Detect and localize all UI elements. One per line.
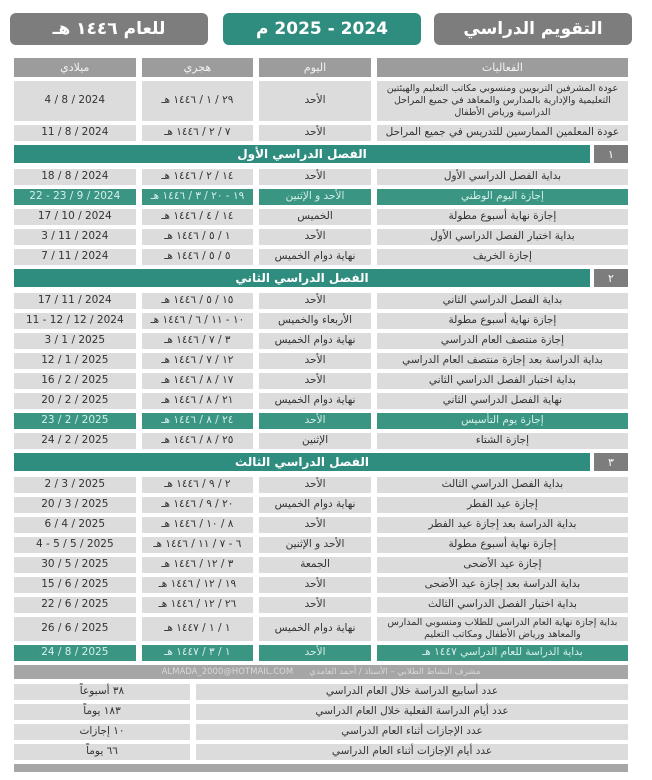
hijri-date-cell: ٢٠ / ٩ / ١٤٤٦ هـ: [142, 497, 254, 513]
holiday-row: [14, 413, 628, 429]
event-cell: إجازة نهاية أسبوع مطولة: [377, 537, 628, 553]
gregorian-date-cell: 15 / 6 / 2025: [14, 577, 136, 593]
day-cell: الأحد: [259, 125, 371, 141]
gregorian-date-cell: 6 / 4 / 2025: [14, 517, 136, 533]
table-header: [14, 58, 628, 77]
gregorian-date-cell: 17 / 10 / 2024: [14, 209, 136, 225]
gregorian-date-cell: 23 / 2 / 2025: [14, 413, 136, 429]
calendar-table: [14, 58, 628, 772]
event-cell: بداية إجازة نهاية العام الدراسي للطلاب ومنسوبي المدارس والمعاهد ورياض الأطفال ومكاتب التعليم: [377, 617, 628, 641]
day-cell: الأحد: [259, 597, 371, 613]
gregorian-date-cell: 22 - 23 / 9 / 2024: [14, 189, 136, 205]
hijri-date-cell: ٢٩ / ١ / ١٤٤٦ هـ: [142, 81, 254, 121]
gregorian-date-cell: 22 / 6 / 2025: [14, 597, 136, 613]
table-row: [14, 577, 628, 593]
hijri-date-cell: ٨ / ١٠ / ١٤٤٦ هـ: [142, 517, 254, 533]
day-cell: الإثنين: [259, 433, 371, 449]
table-row: [14, 497, 628, 513]
event-cell: إجازة عيد الفطر: [377, 497, 628, 513]
day-cell: الأحد: [259, 229, 371, 245]
holiday-row: [14, 645, 628, 661]
stat-label: عدد أيام الدراسة الفعلية خلال العام الدراسي: [196, 704, 628, 720]
day-cell: الأحد: [259, 81, 371, 121]
stat-row: [14, 724, 628, 740]
gregorian-date-cell: 20 / 3 / 2025: [14, 497, 136, 513]
day-cell: نهاية دوام الخميس: [259, 497, 371, 513]
stat-value: ٦٦ يوماً: [14, 744, 190, 760]
hijri-date-cell: ٢١ / ٨ / ١٤٤٦ هـ: [142, 393, 254, 409]
table-row: [14, 373, 628, 389]
hijri-date-cell: ١ / ٣ / ١٤٤٧ هـ: [142, 645, 254, 661]
hijri-date-cell: ١ / ٥ / ١٤٤٦ هـ: [142, 229, 254, 245]
gregorian-date-cell: 17 / 11 / 2024: [14, 293, 136, 309]
hijri-date-cell: ٦ - ٧ / ١١ / ١٤٤٦ هـ: [142, 537, 254, 553]
gregorian-date-cell: 3 / 1 / 2025: [14, 333, 136, 349]
day-cell: الأحد: [259, 477, 371, 493]
gregorian-date-cell: 16 / 2 / 2025: [14, 373, 136, 389]
hijri-date-cell: ٣ / ١٢ / ١٤٤٦ هـ: [142, 557, 254, 573]
table-row: [14, 249, 628, 265]
event-cell: بداية اختبار الفصل الدراسي الثاني: [377, 373, 628, 389]
hijri-date-cell: ١٥ / ٥ / ١٤٤٦ هـ: [142, 293, 254, 309]
day-cell: الأحد و الإثنين: [259, 537, 371, 553]
day-cell: نهاية دوام الخميس: [259, 617, 371, 641]
hijri-date-cell: ١٤ / ٤ / ١٤٤٦ هـ: [142, 209, 254, 225]
day-cell: الأحد: [259, 413, 371, 429]
event-cell: إجازة الخريف: [377, 249, 628, 265]
day-cell: الجمعة: [259, 557, 371, 573]
table-row: [14, 209, 628, 225]
table-row: [14, 229, 628, 245]
day-cell: الأحد: [259, 353, 371, 369]
table-row: [14, 393, 628, 409]
gregorian-date-cell: 26 / 6 / 2025: [14, 617, 136, 641]
section-number: ٢: [594, 269, 628, 287]
gregorian-date-cell: 24 / 8 / 2025: [14, 645, 136, 661]
hijri-date-cell: ١٤ / ٢ / ١٤٤٦ هـ: [142, 169, 254, 185]
event-cell: بداية الفصل الدراسي الثاني: [377, 293, 628, 309]
credit-footer: [14, 665, 628, 679]
column-header-day: اليوم: [259, 58, 371, 77]
day-cell: الأحد: [259, 169, 371, 185]
hijri-date-cell: ٢٦ / ١٢ / ١٤٤٦ هـ: [142, 597, 254, 613]
gregorian-date-cell: 3 / 11 / 2024: [14, 229, 136, 245]
hijri-date-cell: ١ / ١ / ١٤٤٧ هـ: [142, 617, 254, 641]
table-row: [14, 597, 628, 613]
day-cell: الأحد: [259, 373, 371, 389]
section-title: الفصل الدراسي الأول: [14, 145, 590, 163]
hijri-date-cell: ٢٥ / ٨ / ١٤٤٦ هـ: [142, 433, 254, 449]
hijri-date-cell: ٥ / ٥ / ١٤٤٦ هـ: [142, 249, 254, 265]
event-cell: بداية الدراسة بعد إجازة منتصف العام الدراسي: [377, 353, 628, 369]
day-cell: نهاية دوام الخميس: [259, 333, 371, 349]
day-cell: الأحد: [259, 293, 371, 309]
event-cell: إجازة الشتاء: [377, 433, 628, 449]
hijri-date-cell: ١٢ / ٧ / ١٤٤٦ هـ: [142, 353, 254, 369]
event-cell: بداية الفصل الدراسي الثالث: [377, 477, 628, 493]
section-number: ١: [594, 145, 628, 163]
event-cell: إجازة نهاية أسبوع مطولة: [377, 313, 628, 329]
column-header-gregorian: ميلادي: [14, 58, 136, 77]
event-cell: بداية الدراسة بعد إجازة عيد الأضحى: [377, 577, 628, 593]
day-cell: الأحد: [259, 577, 371, 593]
gregorian-date-cell: 7 / 11 / 2024: [14, 249, 136, 265]
stat-value: ١٨٣ يوماً: [14, 704, 190, 720]
hijri-date-cell: ١٩ / ١٢ / ١٤٤٦ هـ: [142, 577, 254, 593]
table-row: [14, 557, 628, 573]
stat-label: عدد الإجازات أثناء العام الدراسي: [196, 724, 628, 740]
gregorian-date-cell: 11 - 12 / 12 / 2024: [14, 313, 136, 329]
section-header: [14, 453, 628, 471]
table-row: [14, 477, 628, 493]
day-cell: الأحد: [259, 645, 371, 661]
stat-value: ٣٨ أسبوعاً: [14, 684, 190, 700]
stat-value: ١٠ إجازات: [14, 724, 190, 740]
event-cell: بداية اختبار الفصل الدراسي الثالث: [377, 597, 628, 613]
table-row: [14, 81, 628, 121]
gregorian-date-cell: 24 / 2 / 2025: [14, 433, 136, 449]
stat-label: عدد أسابيع الدراسة خلال العام الدراسي: [196, 684, 628, 700]
gregorian-date-cell: 30 / 5 / 2025: [14, 557, 136, 573]
event-cell: بداية الفصل الدراسي الأول: [377, 169, 628, 185]
stat-row: [14, 744, 628, 760]
table-row: [14, 617, 628, 641]
table-row: [14, 433, 628, 449]
day-cell: نهاية دوام الخميس: [259, 393, 371, 409]
event-cell: عودة المشرفين التربويين ومنسوبي مكاتب التعليم والهيئتين التعليمية والإدارية بالمدارس والمعاهد في جميع المراحل الدراسية ورياض الأطفال: [377, 81, 628, 121]
contact-email: ALMADA_2000@HOTMAIL.COM: [161, 667, 294, 677]
column-header-events: الفعاليات: [377, 58, 628, 77]
day-cell: الأحد و الإثنين: [259, 189, 371, 205]
event-cell: إجازة نهاية أسبوع مطولة: [377, 209, 628, 225]
event-cell: بداية الدراسة بعد إجازة عيد الفطر: [377, 517, 628, 533]
day-cell: الأحد: [259, 517, 371, 533]
hijri-date-cell: ٢٤ / ٨ / ١٤٤٦ هـ: [142, 413, 254, 429]
hijri-date-cell: ١٧ / ٨ / ١٤٤٦ هـ: [142, 373, 254, 389]
event-cell: نهاية الفصل الدراسي الثاني: [377, 393, 628, 409]
calendar-title: التقويم الدراسي: [434, 13, 632, 45]
gregorian-year-badge: 2024 - 2025 م: [223, 13, 421, 45]
section-number: ٣: [594, 453, 628, 471]
gregorian-date-cell: 18 / 8 / 2024: [14, 169, 136, 185]
event-cell: إجازة منتصف العام الدراسي: [377, 333, 628, 349]
gregorian-date-cell: 4 - 5 / 5 / 2025: [14, 537, 136, 553]
table-row: [14, 537, 628, 553]
gregorian-date-cell: 11 / 8 / 2024: [14, 125, 136, 141]
hijri-date-cell: ٢ / ٩ / ١٤٤٦ هـ: [142, 477, 254, 493]
hijri-year-badge: للعام ١٤٤٦ هـ: [10, 13, 208, 45]
event-cell: بداية الدراسة للعام الدراسي ١٤٤٧ هـ: [377, 645, 628, 661]
section-title: الفصل الدراسي الثاني: [14, 269, 590, 287]
event-cell: عودة المعلمين الممارسين للتدريس في جميع المراحل: [377, 125, 628, 141]
event-cell: إجازة يوم التأسيس: [377, 413, 628, 429]
table-row: [14, 293, 628, 309]
table-row: [14, 333, 628, 349]
stat-row: [14, 704, 628, 720]
event-cell: بداية اختبار الفصل الدراسي الأول: [377, 229, 628, 245]
gregorian-date-cell: 4 / 8 / 2024: [14, 81, 136, 121]
section-header: [14, 145, 628, 163]
credit-text: مشرف النشاط الطلابي – الأستاذ / أحمد الغامدي: [309, 667, 481, 677]
hijri-date-cell: ١٩ - ٢٠ / ٣ / ١٤٤٦ هـ: [142, 189, 254, 205]
event-cell: إجازة اليوم الوطني: [377, 189, 628, 205]
gregorian-date-cell: 12 / 1 / 2025: [14, 353, 136, 369]
table-row: [14, 125, 628, 141]
table-row: [14, 353, 628, 369]
event-cell: إجازة عيد الأضحى: [377, 557, 628, 573]
hijri-date-cell: ٧ / ٢ / ١٤٤٦ هـ: [142, 125, 254, 141]
hijri-date-cell: ١٠ - ١١ / ٦ / ١٤٤٦ هـ: [142, 313, 254, 329]
day-cell: الخميس: [259, 209, 371, 225]
stat-label: عدد أيام الإجازات أثناء العام الدراسي: [196, 744, 628, 760]
bottom-bar: [14, 764, 628, 772]
column-header-hijri: هجري: [142, 58, 254, 77]
section-title: الفصل الدراسي الثالث: [14, 453, 590, 471]
holiday-row: [14, 189, 628, 205]
hijri-date-cell: ٣ / ٧ / ١٤٤٦ هـ: [142, 333, 254, 349]
gregorian-date-cell: 20 / 2 / 2025: [14, 393, 136, 409]
day-cell: نهاية دوام الخميس: [259, 249, 371, 265]
stat-row: [14, 684, 628, 700]
gregorian-date-cell: 2 / 3 / 2025: [14, 477, 136, 493]
table-row: [14, 169, 628, 185]
section-header: [14, 269, 628, 287]
table-row: [14, 313, 628, 329]
day-cell: الأربعاء والخميس: [259, 313, 371, 329]
table-row: [14, 517, 628, 533]
